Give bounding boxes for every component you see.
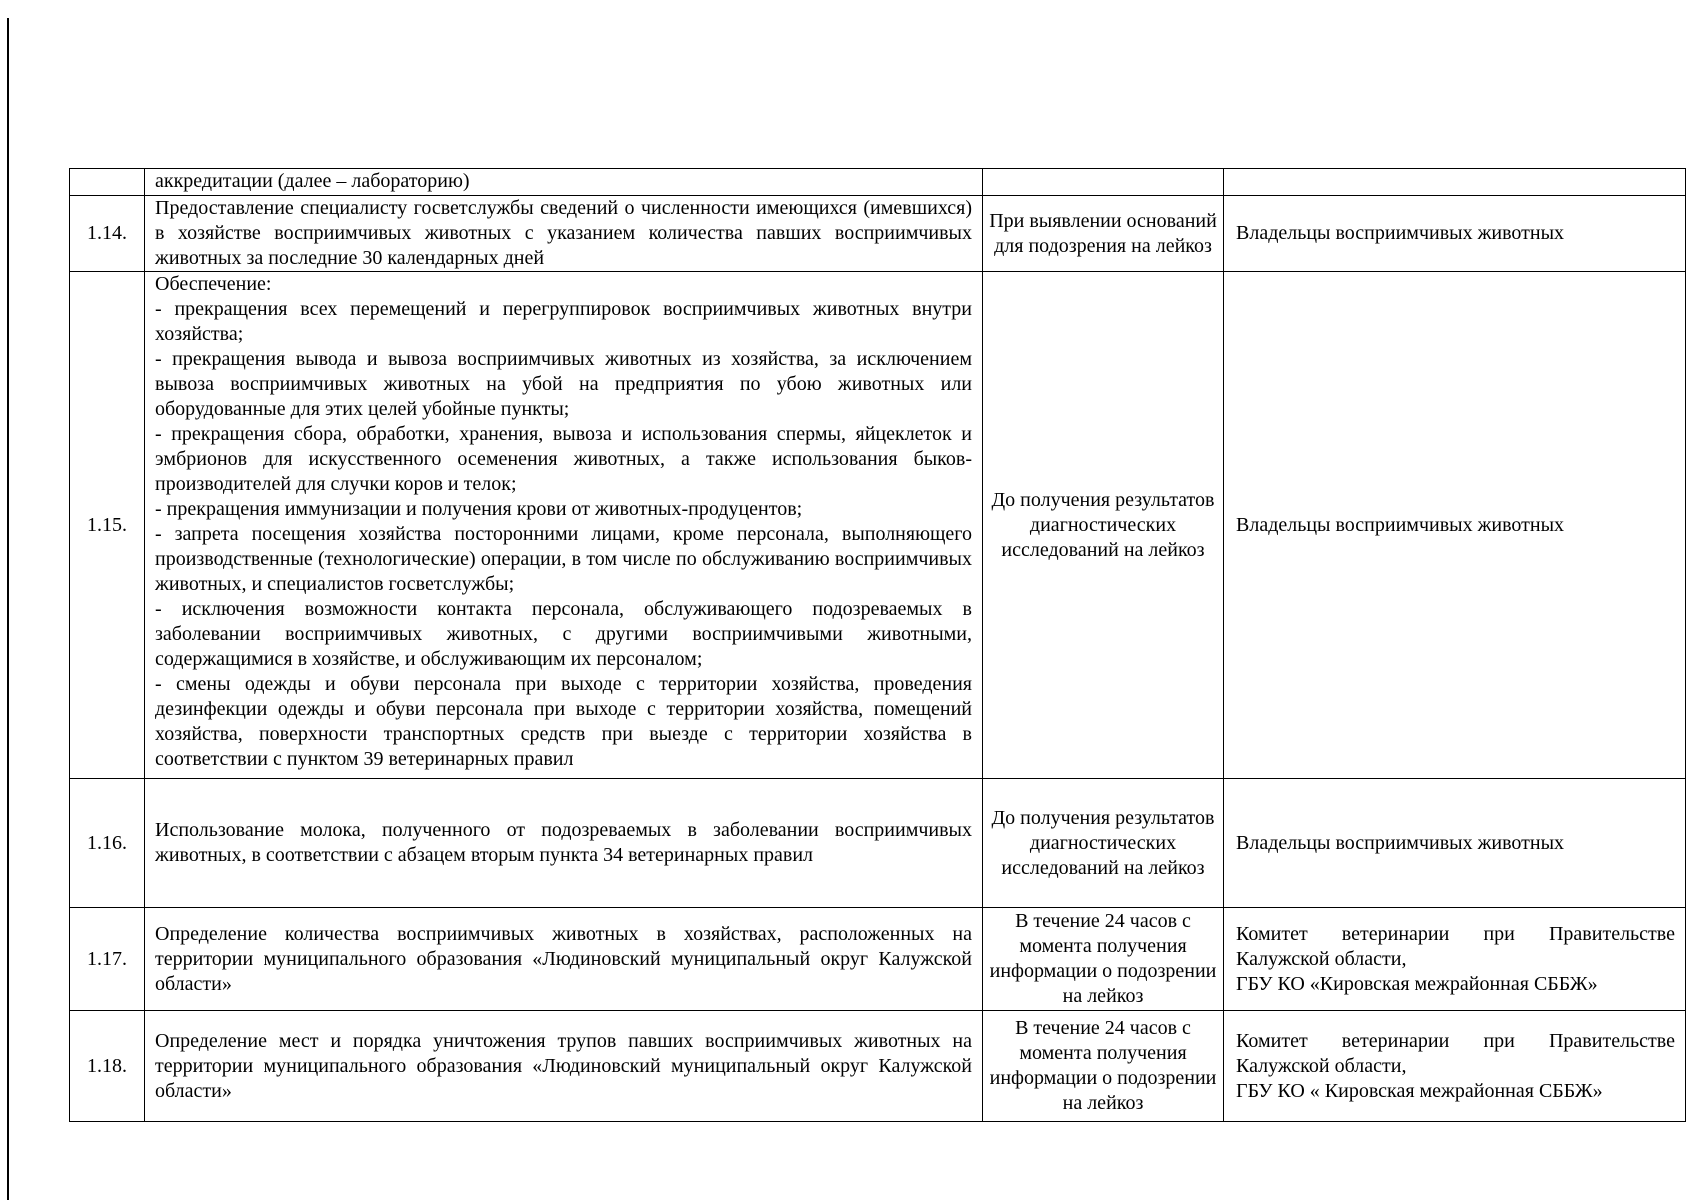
action-item: - прекращения вывода и вывоза восприимчивых животных из хозяйства, за исключением вывоза восприимчивых животных на убой на предприятия по убою животных или оборудованные для этих целей убойные пункты; bbox=[155, 348, 972, 420]
responsible-cell: Владельцы восприимчивых животных bbox=[1224, 779, 1686, 908]
term-cell: В течение 24 часов с момента получения информации о подозрении на лейкоз bbox=[983, 908, 1224, 1011]
page-margin-line bbox=[7, 18, 9, 1200]
row-number-cell: 1.17. bbox=[70, 908, 145, 1011]
row-number-cell: 1.16. bbox=[70, 779, 145, 908]
responsible-cell: Владельцы восприимчивых животных bbox=[1224, 272, 1686, 779]
table-row-continuation bbox=[70, 169, 1686, 196]
responsible-cell bbox=[1224, 908, 1686, 1011]
responsible-line: ГБУ КО «Кировская межрайонная СББЖ» bbox=[1236, 972, 1598, 995]
measures-table bbox=[69, 168, 1686, 1122]
action-item: - прекращения всех перемещений и перегруппировок восприимчивых животных внутри хозяйства; bbox=[155, 298, 972, 345]
row-number-cell: 1.14. bbox=[70, 196, 145, 272]
action-cell: Определение количества восприимчивых животных в хозяйствах, расположенных на территории муниципального образования «Людиновский муниципальный округ Калужской области» bbox=[145, 908, 983, 1011]
action-item: - прекращения сбора, обработки, хранения, вывоза и использования спермы, яйцеклеток и эмбрионов для искусственного осеменения животных, а также использования быков-производителей для случки коров и телок; bbox=[155, 423, 972, 495]
action-cell: Определение мест и порядка уничтожения трупов павших восприимчивых животных на территории муниципального образования «Людиновский муниципальный округ Калужской области» bbox=[145, 1011, 983, 1122]
responsible-cell bbox=[1224, 169, 1686, 196]
term-cell bbox=[983, 169, 1224, 196]
responsible-line: ГБУ КО « Кировская межрайонная СББЖ» bbox=[1236, 1079, 1603, 1102]
action-item: Обеспечение: bbox=[155, 273, 272, 295]
term-cell: В течение 24 часов с момента получения информации о подозрении на лейкоз bbox=[983, 1011, 1224, 1122]
row-number-cell: 1.15. bbox=[70, 272, 145, 779]
action-cell: Использование молока, полученного от подозреваемых в заболевании восприимчивых животных, в соответствии с абзацем вторым пункта 34 ветеринарных правил bbox=[145, 779, 983, 908]
term-cell: При выявлении оснований для подозрения на лейкоз bbox=[983, 196, 1224, 272]
action-cell: аккредитации (далее – лабораторию) bbox=[145, 169, 983, 196]
action-item: - прекращения иммунизации и получения крови от животных-продуцентов; bbox=[155, 498, 803, 520]
table-row-1-18 bbox=[70, 1011, 1686, 1122]
row-number-cell: 1.18. bbox=[70, 1011, 145, 1122]
action-item: - смены одежды и обуви персонала при выходе с территории хозяйства, проведения дезинфекции одежды и обуви персонала при выходе с территории хозяйства, помещений хозяйства, поверхности транспортных средств при выезде с территории хозяйства в соответствии с пунктом 39 ветеринарных правил bbox=[155, 673, 972, 770]
term-cell: До получения результатов диагностических исследований на лейкоз bbox=[983, 272, 1224, 779]
table-row-1-17 bbox=[70, 908, 1686, 1011]
responsible-line: Комитет ветеринарии при Правительстве Калужской области, bbox=[1236, 922, 1675, 970]
action-cell bbox=[145, 272, 983, 779]
action-cell: Предоставление специалисту госветслужбы сведений о численности имеющихся (имевшихся) в хозяйстве восприимчивых животных с указанием количества павших восприимчивых животных за последние 30 календарных дней bbox=[145, 196, 983, 272]
table-row-1-15 bbox=[70, 272, 1686, 779]
term-cell: До получения результатов диагностических исследований на лейкоз bbox=[983, 779, 1224, 908]
measures-table-container bbox=[69, 168, 1685, 1122]
responsible-line: Комитет ветеринарии при Правительстве Калужской области, bbox=[1236, 1029, 1675, 1077]
table-row-1-14 bbox=[70, 196, 1686, 272]
responsible-cell bbox=[1224, 1011, 1686, 1122]
action-item: - исключения возможности контакта персонала, обслуживающего подозреваемых в заболевании восприимчивых животных, с другими восприимчивыми животными, содержащимися в хозяйстве, и обслуживающим их персоналом; bbox=[155, 598, 972, 670]
row-number-cell bbox=[70, 169, 145, 196]
action-item: - запрета посещения хозяйства посторонними лицами, кроме персонала, выполняющего производственные (технологические) операции, в том числе по обслуживанию восприимчивых животных, и специалистов госветслужбы; bbox=[155, 523, 972, 595]
responsible-cell: Владельцы восприимчивых животных bbox=[1224, 196, 1686, 272]
table-row-1-16 bbox=[70, 779, 1686, 908]
